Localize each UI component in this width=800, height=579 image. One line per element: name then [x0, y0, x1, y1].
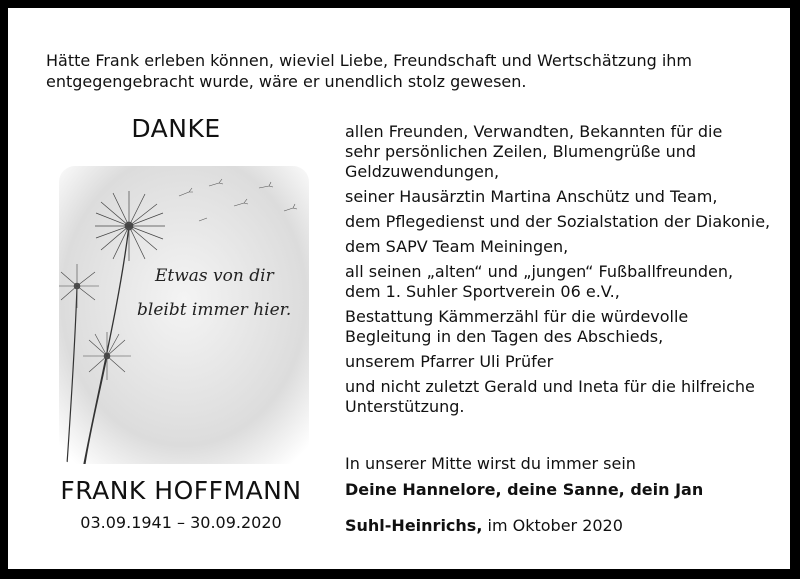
- obituary-card: [8, 8, 790, 569]
- dandelion-image: [59, 166, 309, 464]
- thanks-item-line: unserem Pfarrer Uli Prüfer: [345, 352, 554, 371]
- thanks-item: [345, 212, 771, 232]
- thanks-item-line: seiner Hausärztin Martina Anschütz und Team,: [345, 187, 718, 206]
- place-date: [345, 516, 623, 535]
- photo-quote-line-2: bleibt immer hier.: [137, 300, 292, 320]
- thanks-item-line: Unterstützung.: [345, 397, 465, 416]
- thanks-item-line: dem 1. Suhler Sportverein 06 e.V.,: [345, 282, 620, 301]
- deceased-name: FRANK HOFFMANN: [60, 476, 302, 505]
- thanks-item: [345, 237, 765, 257]
- thanks-item: [345, 377, 765, 417]
- intro-text: [46, 50, 746, 92]
- thanks-item: [345, 352, 765, 372]
- signature: Deine Hannelore, deine Sanne, dein Jan: [345, 480, 704, 499]
- thanks-item-line: dem Pflegedienst und der Sozialstation der Diakonie,: [345, 212, 771, 231]
- thanks-item: [345, 307, 765, 347]
- thanks-item-line: allen Freunden, Verwandten, Bekannten für die: [345, 122, 723, 141]
- closing-line: In unserer Mitte wirst du immer sein: [345, 454, 636, 473]
- thanks-item: [345, 187, 765, 207]
- thanks-item-line: Bestattung Kämmerzähl für die würdevolle: [345, 307, 689, 326]
- deceased-dates: 03.09.1941 – 30.09.2020: [80, 513, 282, 532]
- intro-line-2: entgegengebracht wurde, wäre er unendlich stolz gewesen.: [46, 72, 527, 91]
- danke-heading: DANKE: [131, 114, 221, 143]
- thanks-item-line: all seinen „alten“ und „jungen“ Fußballfreunden,: [345, 262, 734, 281]
- thanks-item: [345, 122, 765, 182]
- thanks-list: [345, 122, 771, 422]
- intro-line-1: Hätte Frank erleben können, wieviel Liebe, Freundschaft und Wertschätzung ihm: [46, 51, 693, 70]
- photo-quote-line-1: Etwas von dir: [155, 266, 274, 286]
- thanks-item-line: Begleitung in den Tagen des Abschieds,: [345, 327, 664, 346]
- thanks-item-line: dem SAPV Team Meiningen,: [345, 237, 569, 256]
- thanks-item-line: Geldzuwendungen,: [345, 162, 500, 181]
- place-name: Suhl-Heinrichs,: [345, 516, 483, 535]
- place-month: im Oktober 2020: [482, 516, 623, 535]
- thanks-item-line: und nicht zuletzt Gerald und Ineta für die hilfreiche: [345, 377, 755, 396]
- thanks-item-line: sehr persönlichen Zeilen, Blumengrüße und: [345, 142, 697, 161]
- thanks-item: [345, 262, 765, 302]
